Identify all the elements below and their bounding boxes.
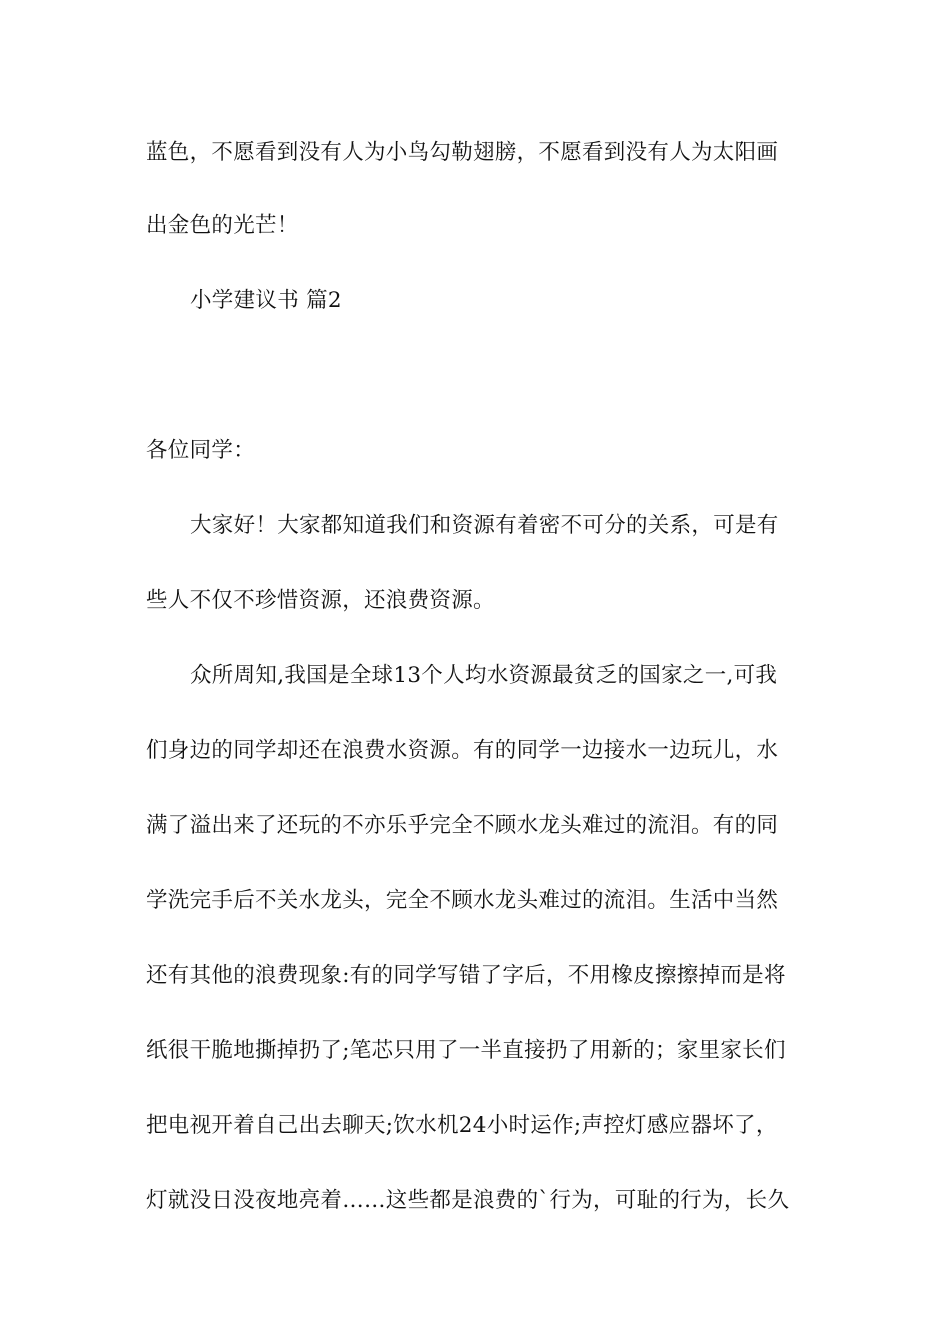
- paragraph-line: 们身边的同学却还在浪费水资源。有的同学一边接水一边玩儿，水: [146, 738, 779, 763]
- paragraph-line: 出金色的光芒！: [146, 213, 299, 238]
- paragraph-line: 众所周知,我国是全球13个人均水资源最贫乏的国家之一,可我: [190, 663, 778, 688]
- salutation: 各位同学：: [146, 438, 256, 463]
- paragraph-line: 把电视开着自己出去聊天;饮水机24小时运作;声控灯感应器坏了，: [146, 1113, 778, 1138]
- paragraph-line: 还有其他的浪费现象:有的同学写错了字后，不用橡皮擦擦掉而是将: [146, 963, 786, 988]
- paragraph-line: 纸很干脆地撕掉扔了;笔芯只用了一半直接扔了用新的；家里家长们: [146, 1038, 786, 1063]
- paragraph-line: 些人不仅不珍惜资源，还浪费资源。: [146, 588, 495, 613]
- paragraph-line: 学洗完手后不关水龙头，完全不顾水龙头难过的流泪。生活中当然: [146, 888, 779, 913]
- section-title: 小学建议书 篇2: [190, 288, 342, 313]
- paragraph-line: 灯就没日没夜地亮着……这些都是浪费的`行为，可耻的行为，长久: [146, 1188, 790, 1213]
- paragraph-line: 大家好！大家都知道我们和资源有着密不可分的关系，可是有: [190, 513, 779, 538]
- paragraph-line: 满了溢出来了还玩的不亦乐乎完全不顾水龙头难过的流泪。有的同: [146, 813, 779, 838]
- paragraph-line: 蓝色，不愿看到没有人为小鸟勾勒翅膀，不愿看到没有人为太阳画: [146, 140, 779, 165]
